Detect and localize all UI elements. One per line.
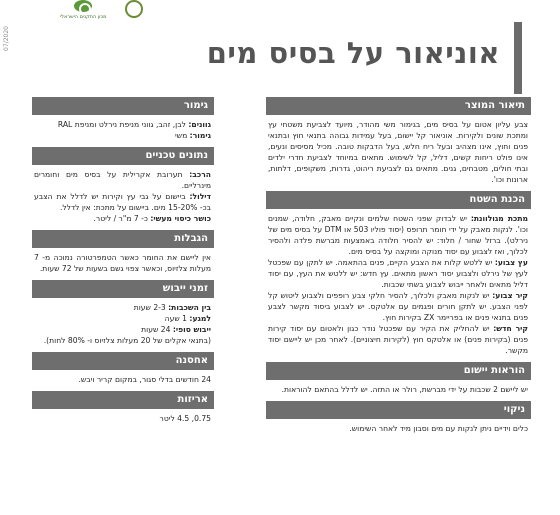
section-heading: הגבלות (32, 230, 214, 248)
section-text: כלים וידיים ניתן לנקות עם מים וסבון מיד לאחר השימוש. (349, 424, 528, 433)
line (34, 313, 211, 324)
left-column (32, 97, 214, 430)
line-label: גוונים: (188, 120, 211, 129)
line (34, 302, 211, 313)
section-heading: נתונים טכניים (32, 147, 214, 165)
line (34, 130, 211, 141)
line (34, 335, 211, 346)
paragraph-label: מתכת מגולוונת: (470, 214, 528, 223)
paragraph (268, 290, 528, 323)
line-text: לבן, זהב, גווני מניפת נירלט ומניפת RAL (57, 120, 186, 129)
section-description (266, 97, 531, 191)
line (34, 119, 211, 130)
line-text: תערובת אקרילית על בסיס מים וחומרים מינרליים. (34, 170, 211, 190)
section-text: אין ליישם את החומר כאשר הטמפרטורה נמוכה מ- 7 מעלות צלזיוס, וכאשר צפוי גשם בשעות של 72 שעות. (34, 253, 211, 273)
section-heading: הכנת השטח (266, 191, 531, 209)
section-heading: אריזות (32, 391, 214, 409)
paragraph-label: קיר צבוע: (492, 291, 528, 300)
line-label: גימור: (189, 131, 211, 140)
section-storage (32, 352, 214, 391)
section-heading: זמני ייבוש (32, 280, 214, 298)
header-logos (60, 0, 143, 20)
section-text (32, 115, 214, 147)
section-finish (32, 97, 214, 147)
paragraph-text: יש להחליק את הקיר עם שפכטל נודר כגון ולאטום עם יסוד קירות פנים (בקירות פנים) או אלטקס חוץ (לקירות חיצוניים). לאחר מכן יש ליישם יסוד מקשר. (268, 324, 528, 355)
line-label: דילול: (189, 192, 211, 201)
section-technical (32, 147, 214, 230)
title-accent-bar (514, 22, 522, 94)
line (34, 191, 211, 213)
section-text (32, 298, 214, 352)
section-preparation (266, 191, 531, 362)
green-label-logo-icon (125, 0, 143, 18)
institute-logo-icon (74, 0, 92, 12)
section-limitations (32, 230, 214, 280)
line-text: 2-3 שעות (133, 303, 166, 312)
line-label: ייבוש סופי: (172, 325, 211, 334)
section-text (32, 165, 214, 230)
line-label: למגע: (189, 314, 211, 323)
line-label: בין השכבות: (168, 303, 211, 312)
paragraph (268, 257, 528, 290)
institute-logo-text: מכון התקנים הישראלי (60, 14, 107, 20)
line-text: ביישום על גבי עץ וקירות יש לדלל את הצבע בכ- 15-20% מים. ביישום על מתכת: אין לדלל. (34, 192, 211, 212)
section-heading: אחסנה (32, 352, 214, 370)
line-text: (בתנאי אקלים של 20 מעלות צלזיוס ו- 80% לחות). (43, 336, 211, 345)
line-text: משי (174, 131, 188, 140)
section-cleaning (266, 401, 531, 440)
line (34, 324, 211, 335)
institute-logo (60, 0, 107, 20)
line-text: 24 שעות (141, 325, 171, 334)
line-label: הרכב: (189, 170, 211, 179)
paragraph-text: יש לבדוק שפני השטח שלמים ונקיים מאבק, חלודה, שמנים וכו'. לנקות מאבק על ידי חומר תרופס (יסוד פוליו 503 או DTM על בסיס מים של נירלט). ברזל שחור / חלוד: יש להסיר חלודה באמצעות מברשת פלדה ולהסיר לכלוך, ואז לצבוע עם יסוד מנוקה ומוקצה על בסיס מים. (268, 214, 528, 256)
section-text: צבע עליון אטום על בסיס מים, בגימור משי מהודר, מיועד לצביעת משטחי עץ ומתכת שונים ולקירות. אוניאור קל יישום, בעל עמידות גבוהה בתנאי חוץ ובתנאי פנים וחוץ, אינו מצהיב ובעל ריח חלש, בעל הדבקות טובה. מכיל מסיסים ונעים, אינו פולט ריחות קשים, דליל, קל לשימוש. מתאים במיוחד לצביעת חדרי ילדים ובתי חולים, מטבחים, גנים. מתאים גם לצביעת ריהוט, גדרות, משקופים, דלתות, ארונות וכו'. (268, 120, 528, 184)
section-text: יש ליישם 2 שכבות על ידי מברשת, רולר או התזה. יש לדלל בהתאם להוראות. (281, 385, 528, 394)
section-heading: תיאור המוצר (266, 97, 531, 115)
section-text (266, 209, 531, 362)
page-title: אוניאור על בסיס מים (206, 36, 500, 70)
section-drying (32, 280, 214, 352)
date-code: 07/2020 (3, 26, 10, 51)
right-column (266, 97, 531, 440)
paragraph (268, 213, 528, 257)
paragraph-label: עץ צבוע: (494, 258, 528, 267)
line (34, 213, 211, 224)
section-heading: גימור (32, 97, 214, 115)
line-label: כושר כיסוי מעשי: (150, 214, 211, 223)
paragraph-text: יש לנקות מאבק ולכלוך, להסיר חלקי צבע רופפים ולצבוע ליטוש קל לפני הצבע. יש לתקן חורים ופגמים עם אלטקס. יש לצבוע ביסוד מקשר לצבע פנים בתנאי פנים או בפריימר ZX בקירות חוץ. (268, 291, 528, 322)
section-application (266, 362, 531, 401)
line-text: 1 שעה (164, 314, 187, 323)
paragraph-text: יש ללטש קלות את הצבע הקיים, פנים בהתאמה. יש לתקן עם שפכטל לעץ של נירלט ולצבוע יסוד ראשון מתאים. עץ חדש: יש ללטש את העץ, עם יסוד דליל מתאים ולאחר ייבוש לצבוע בשתי שכבות. (268, 258, 528, 289)
section-heading: ניקוי (266, 401, 531, 419)
paragraph (268, 323, 528, 356)
section-text: 0.75, 4.5 ליטר (159, 414, 211, 423)
section-heading: הוראות יישום (266, 362, 531, 380)
line (34, 169, 211, 191)
paragraph-label: קיר חדש: (493, 324, 528, 333)
section-text: 24 חודשים בדלי סגור, במקום קריר ויבש. (78, 375, 211, 384)
line-text: כ- 7 מ"ר / ליטר. (93, 214, 148, 223)
section-packaging (32, 391, 214, 430)
